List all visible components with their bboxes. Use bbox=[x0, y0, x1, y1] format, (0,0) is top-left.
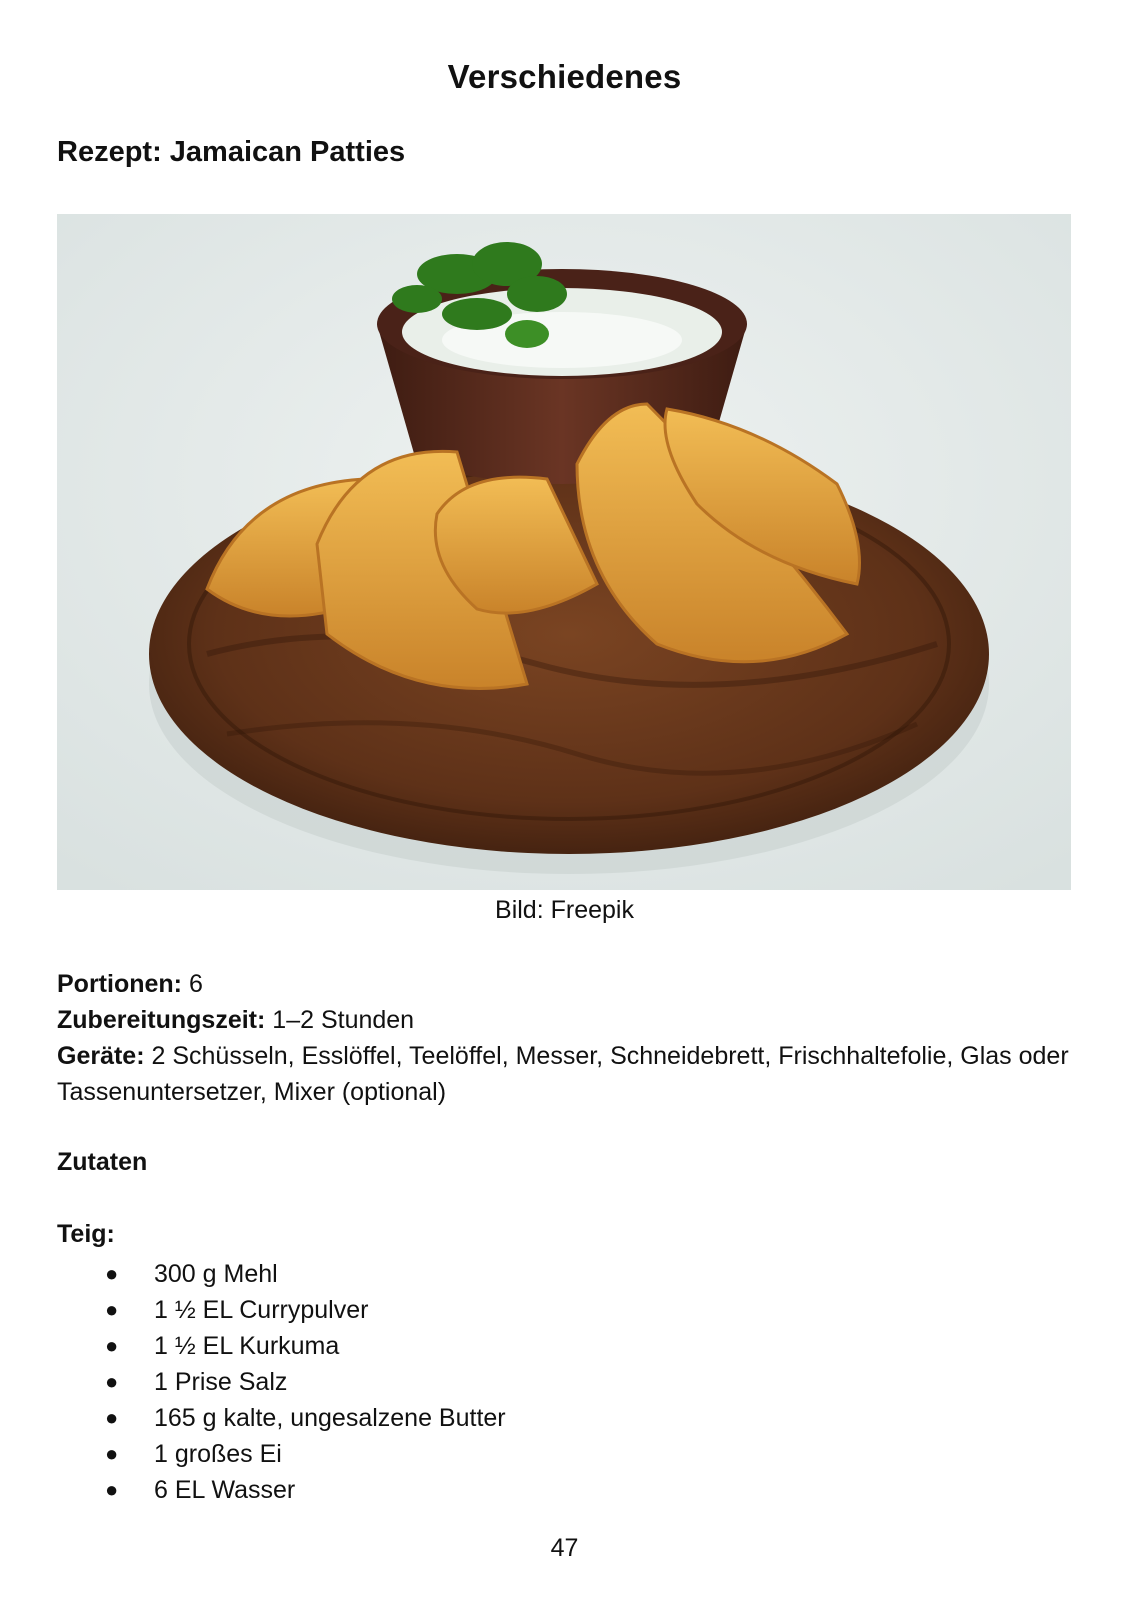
time-value: 1–2 Stunden bbox=[265, 1006, 415, 1034]
list-item bbox=[100, 1364, 506, 1400]
bullet-icon: ● bbox=[105, 1333, 119, 1358]
recipe-title: Rezept: Jamaican Patties bbox=[57, 136, 406, 168]
list-item bbox=[100, 1256, 506, 1292]
dough-ingredient-list bbox=[100, 1256, 506, 1508]
page-heading: Verschiedenes bbox=[447, 58, 682, 95]
bullet-icon: ● bbox=[105, 1261, 119, 1286]
equipment-line bbox=[57, 1038, 1077, 1110]
bullet-icon: ● bbox=[105, 1369, 119, 1394]
time-line bbox=[57, 1002, 1077, 1038]
bullet-icon: ● bbox=[105, 1297, 119, 1322]
equipment-value: 2 Schüsseln, Esslöffel, Teelöffel, Messer, Schneidebrett, Frischhaltefolie, Glas oder Tassenuntersetzer, Mixer (optional) bbox=[57, 1042, 1069, 1106]
equipment-label: Geräte: bbox=[57, 1042, 145, 1070]
recipe-info bbox=[57, 966, 1077, 1110]
dough-heading: Teig: bbox=[57, 1220, 115, 1248]
list-item bbox=[100, 1328, 506, 1364]
bullet-icon: ● bbox=[105, 1405, 119, 1430]
page-number: 47 bbox=[550, 1534, 579, 1562]
ingredient-text: 1 ½ EL Currypulver bbox=[154, 1296, 369, 1324]
bullet-icon: ● bbox=[105, 1477, 119, 1502]
recipe-photo bbox=[57, 214, 1071, 890]
portions-line bbox=[57, 966, 1077, 1002]
ingredient-text: 1 großes Ei bbox=[154, 1440, 282, 1468]
ingredient-text: 1 ½ EL Kurkuma bbox=[154, 1332, 340, 1360]
list-item bbox=[100, 1436, 506, 1472]
time-label: Zubereitungszeit: bbox=[57, 1006, 266, 1034]
portions-label: Portionen: bbox=[57, 970, 182, 998]
ingredient-text: 165 g kalte, ungesalzene Butter bbox=[154, 1404, 506, 1432]
ingredient-text: 300 g Mehl bbox=[154, 1260, 278, 1288]
ingredients-heading: Zutaten bbox=[57, 1148, 148, 1176]
portions-value: 6 bbox=[182, 970, 203, 998]
bullet-icon: ● bbox=[105, 1441, 119, 1466]
ingredient-text: 1 Prise Salz bbox=[154, 1368, 288, 1396]
image-caption: Bild: Freepik bbox=[495, 896, 634, 924]
list-item bbox=[100, 1292, 506, 1328]
list-item bbox=[100, 1472, 506, 1508]
ingredient-text: 6 EL Wasser bbox=[154, 1476, 296, 1504]
list-item bbox=[100, 1400, 506, 1436]
